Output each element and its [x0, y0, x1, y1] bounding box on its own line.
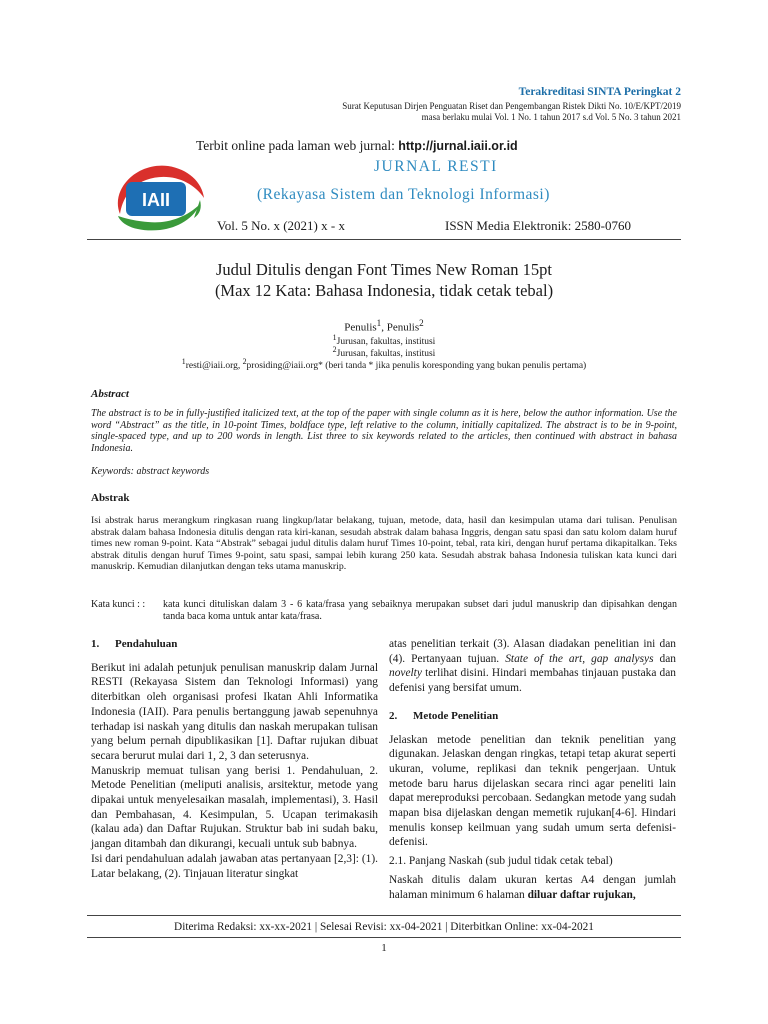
- decree-line-2: masa berlaku mulai Vol. 1 No. 1 tahun 2017 s.d Vol. 5 No. 3 tahun 2021: [421, 112, 681, 122]
- intro-cont-text-b: dan: [653, 652, 677, 665]
- abstract-heading: Abstract: [91, 388, 129, 400]
- footer-rule: [87, 915, 681, 916]
- email-separator: ,: [237, 361, 243, 372]
- abstrak-text: Isi abstrak harus merangkum ringkasan ruang lingkup/latar belakang, tujuan, metode, data, hasil dan kesimpulan utama dari tulisan. Penulisan abstrak dalam bahasa Indonesia ditulis dengan rata kiri-kanan, sesudah abstrak dalam bahasa Inggris, dengan satu spasi dan satu kolom dalam huruf times new roman 9-point. Kata “Abstrak” sebagai judul ditulis dalam huruf Times 10-point, tebal, rata kiri, dengan huruf pertama dikapitalkan. Teks abstrak ditulis dengan huruf Times 9-point, satu spasi, sampai lebih kurang 250 kata. Sesudah abstrak bahasa Indonesia tuliskan kata kunci dari manuskrip. Kemudian dilanjutkan dengan teks utama manuskrip.: [91, 515, 677, 573]
- email-1[interactable]: resti@iaii.org: [185, 361, 238, 372]
- journal-subtitle: (Rekayasa Sistem dan Teknologi Informasi): [257, 186, 550, 203]
- section-1-number: 1.: [91, 638, 100, 650]
- email-note: * (beri tanda * jika penulis koresponding yang bukan penulis pertama): [318, 361, 587, 372]
- paper-title-line-2: (Max 12 Kata: Bahasa Indonesia, tidak cetak tebal): [214, 281, 554, 300]
- intro-cont-text-a: atas penelitian terkait (3). Alasan diadakan penelitian ini dan (4). Pertanyaan tujuan.: [389, 638, 676, 665]
- kata-kunci: [91, 599, 677, 623]
- decree-line-1: Surat Keputusan Dirjen Penguatan Riset dan Pengembangan Ristek Dikti No. 10/E/KPT/2019: [342, 101, 681, 111]
- intro-cont-italic-2: novelty: [389, 667, 422, 680]
- right-column: [389, 637, 676, 902]
- intro-cont-text-c: terlihat disini. Hindari membahas tinjauan pustaka dan defenisi yang bersifat umum.: [389, 667, 676, 695]
- intro-paragraph-1: Berikut ini adalah petunjuk penulisan manuskrip dalam Jurnal RESTI (Rekayasa Sistem dan Teknologi Informasi) yang diterbitkan oleh organisasi profesi Ikatan Ahli Informatika Indonesia (IAII). Para penulis bertanggung jawab sepenuhnya terhadap isi naskah yang ditulis dan naskah merupakan tulisan yang belum pernah dipublikasikan [1]. Daftar rujukan dibuat secara berurut mulai dari 1, 2, 3 dan seterusnya.: [91, 661, 378, 762]
- kata-kunci-label: Kata kunci : :: [91, 599, 146, 610]
- method-paragraph: Jelaskan metode penelitian dan teknik penelitian yang digunakan. Jelaskan dengan ringkas, tetapi tetap akurat seperti ukuran, volume, replikasi dan teknik pengerjaan. Untuk metode baru harus dijelaskan secara rinci agar peneliti lain dapat mereproduksi percobaan. Sedangkan metode yang sudah mapan bisa dijelaskan dengan memetik rujukan[4-6]. Hindari menulis konsep keilmuan yang sudah umum serta defenisi-defenisi.: [389, 733, 676, 849]
- subsection-2-1-heading: 2.1. Panjang Naskah (sub judul tidak cetak tebal): [389, 855, 613, 868]
- section-2-heading: [389, 709, 676, 724]
- section-1-heading: [91, 637, 378, 652]
- affiliation-1-text: Jurusan, fakultas, institusi: [336, 337, 436, 348]
- issn-info: ISSN Media Elektronik: 2580-0760: [445, 218, 631, 233]
- intro-cont-italic-1: State of the art, gap analysys: [505, 652, 654, 665]
- journal-url-link[interactable]: http://jurnal.iaii.or.id: [398, 139, 518, 153]
- author-1-name: Penulis: [344, 321, 377, 334]
- kata-kunci-value: kata kunci dituliskan dalam 3 - 6 kata/frasa yang sebaiknya merupakan subset dari judul manuskrip dan dipisahkan dengan tanda baca koma untuk antar kata/frasa.: [163, 599, 677, 622]
- author-2-name: Penulis: [386, 321, 420, 334]
- affiliation-2-text: Jurusan, fakultas, institusi: [336, 349, 436, 360]
- section-2-title: Metode Penelitian: [413, 709, 499, 722]
- keywords-value: abstract keywords: [136, 466, 210, 477]
- email-2-sup: 2: [242, 357, 247, 366]
- decree-text: [342, 101, 681, 123]
- author-list: [0, 318, 768, 334]
- affiliation-2-sup: 2: [332, 345, 337, 354]
- length-bold-text: diluar daftar rujukan,: [527, 888, 636, 901]
- email-1-sup: 1: [181, 357, 186, 366]
- affiliation-1-sup: 1: [332, 333, 337, 342]
- header-rule: [87, 239, 681, 240]
- abstract-text: The abstract is to be in fully-justified italicized text, at the top of the paper with single column as it is here, below the author information. Use the word “Abstract” as the title, in 10-point Times, boldface type, left relative to the column, initially capitalized. The abstract is to be in 9-point, single-spaced type, and up to 200 words in length. List three to six keywords related to the articles, then continued with abstract in bahasa Indonesia.: [91, 408, 677, 454]
- publication-dates: Diterima Redaksi: xx-xx-2021 | Selesai Revisi: xx-04-2021 | Diterbitkan Online: xx-04-2021: [174, 921, 594, 933]
- paper-title-line-1: Judul Ditulis dengan Font Times New Roman 15pt: [216, 260, 552, 279]
- section-2-number: 2.: [389, 709, 398, 722]
- abstract-keywords: [91, 466, 209, 477]
- author-1-sup: 1: [376, 318, 382, 328]
- intro-paragraph-2: Manuskrip memuat tulisan yang berisi 1. Pendahuluan, 2. Metode Penelitian (meliputi analisis, arsitektur, metode yang dipakai untuk menyelesaikan masalah, implementasi), 3. Hasil dan Pembahasan, 4. Kesimpulan, 5. Ucapan terimakasih (kalau ada) dan Daftar Rujukan. Struktur bab ini sudah baku, jangan ditambah dan dikurangi, kecuali untuk sub babnya.: [91, 764, 378, 851]
- section-1-title: Pendahuluan: [115, 638, 178, 650]
- length-text: Naskah ditulis dalam ukuran kertas A4 dengan jumlah halaman minimum 6 halaman: [389, 873, 676, 901]
- keywords-label: Keywords:: [91, 466, 137, 477]
- page-number: 1: [381, 942, 387, 954]
- left-column: [91, 637, 378, 881]
- accreditation-label: Terakreditasi SINTA Peringkat 2: [518, 86, 681, 98]
- abstrak-heading: Abstrak: [91, 492, 130, 504]
- author-2-sup: 2: [419, 318, 424, 328]
- online-publication-line: [196, 138, 518, 154]
- author-separator: ,: [381, 321, 387, 334]
- intro-paragraph-continued: [389, 637, 676, 696]
- email-2[interactable]: prosiding@iaii.org: [246, 361, 319, 372]
- length-paragraph: [389, 873, 676, 902]
- iaii-logo: [108, 158, 208, 233]
- author-emails: [0, 357, 768, 371]
- volume-info: Vol. 5 No. x (2021) x - x: [217, 218, 345, 233]
- footer-rule-2: [87, 937, 681, 938]
- journal-name: JURNAL RESTI: [374, 158, 498, 175]
- logo-text: IAII: [141, 190, 171, 210]
- intro-paragraph-3: Isi dari pendahuluan adalah jawaban atas pertanyaan [2,3]: (1). Latar belakang, (2). Tinjauan literatur singkat: [91, 852, 378, 880]
- online-label: Terbit online pada laman web jurnal:: [196, 138, 399, 153]
